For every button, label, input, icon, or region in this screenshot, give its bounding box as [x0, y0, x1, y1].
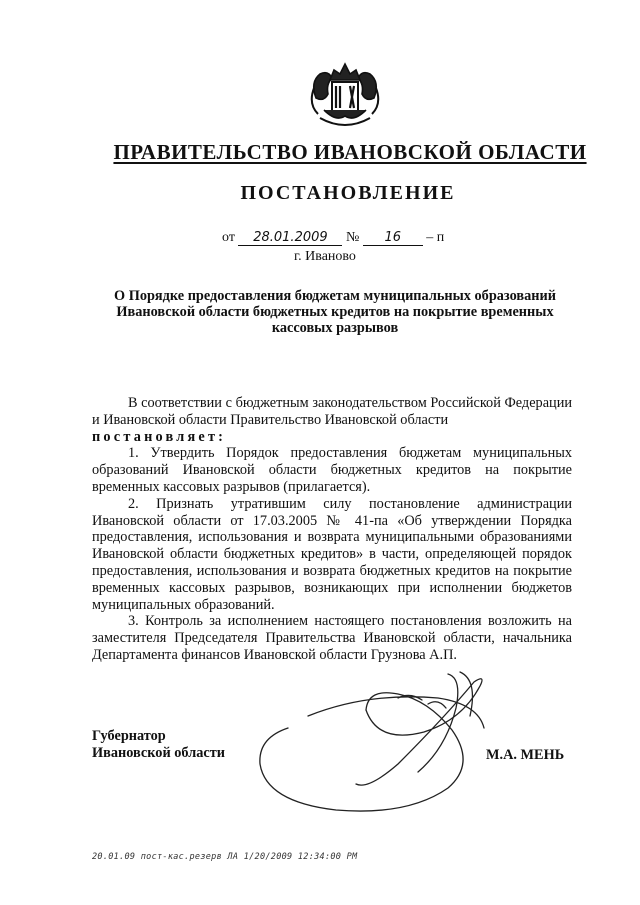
number-suffix: – п [426, 230, 445, 245]
document-date: 28.01.2009 [238, 230, 342, 246]
footer-stamp: 20.01.09 пост-кас.резерв ЛА 1/20/2009 12:34:00 PM [92, 852, 358, 862]
decree-item: 2. Признать утратившим силу постановление администрации Ивановской области от 17.03.2005 № 41-па «Об утверждении Порядка предоставления, использования и возврата муниципальными образованиями Ивановской области бюджетных кредитов» в части, определяющей порядок предоставления, использования и возврата бюджетных кредитов на покрытие временных кассовых разрывов, возникающих при исполнении бюджетов муниципальных образований. [92, 495, 572, 613]
date-number-line [222, 230, 444, 246]
signatory-title-line1: Губернатор [92, 728, 166, 744]
city: г. Иваново [294, 249, 356, 264]
signatory-name: М.А. МЕНЬ [486, 747, 565, 763]
handwritten-signature-icon [248, 668, 498, 814]
document-type: ПОСТАНОВЛЕНИЕ [240, 182, 456, 204]
signatory-title-line2: Ивановской области [92, 745, 225, 761]
signatory-title [92, 728, 225, 762]
from-label: от [222, 230, 235, 245]
decree-item: 1. Утвердить Порядок предоставления бюджетам муниципальных образований Ивановской области бюджетных кредитов на покрытие временных кассовых разрывов (прилагается). [92, 445, 572, 495]
organization-title: ПРАВИТЕЛЬСТВО ИВАНОВСКОЙ ОБЛАСТИ [113, 140, 587, 164]
coat-of-arms-icon [306, 58, 384, 132]
decree-word: постановляет: [92, 428, 227, 445]
document-number: 16 [363, 230, 423, 246]
preamble: В соответствии с бюджетным законодательством Российской Федерации и Ивановской области Правительство Ивановской области [92, 395, 572, 428]
decree-item: 3. Контроль за исполнением настоящего постановления возложить на заместителя Председателя Правительства Ивановской области, начальника Департамента финансов Ивановской области Грузнова А.П. [92, 613, 572, 663]
number-label: № [345, 230, 360, 245]
document-body [92, 395, 572, 664]
document-subject: О Порядке предоставления бюджетам муниципальных образований Ивановской области бюджетных кредитов на покрытие временных кассовых разрывов [114, 288, 556, 336]
